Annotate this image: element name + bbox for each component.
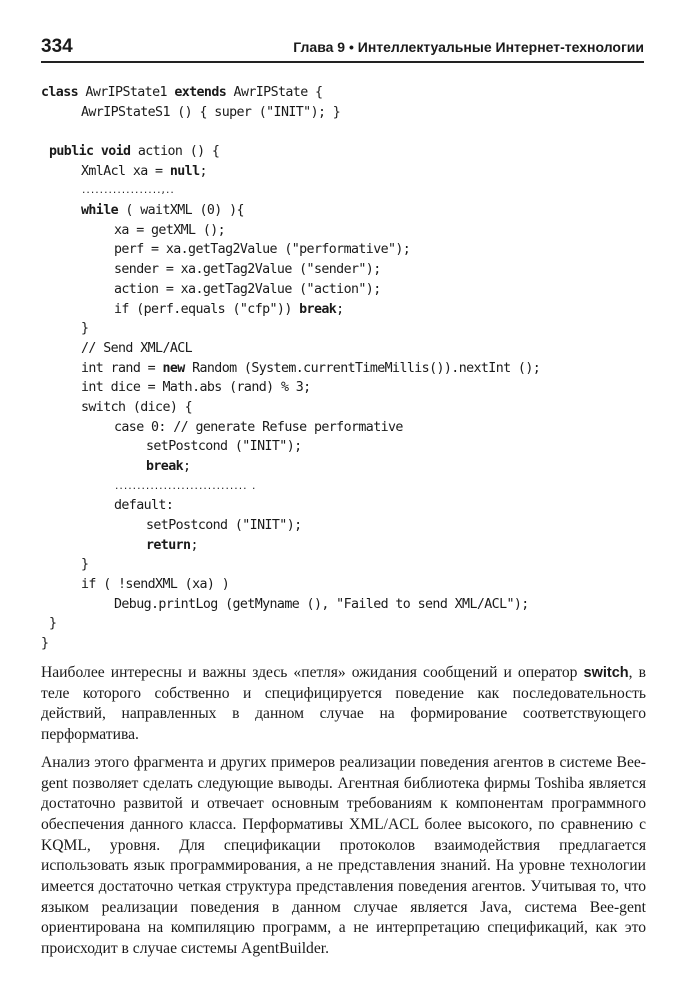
code-line: sender = xa.getTag2Value ("sender");: [114, 262, 381, 277]
code-line: setPostcond ("INIT");: [146, 439, 302, 454]
code-line: int rand = new Random (System.currentTimeMillis()).nextInt ();: [81, 361, 541, 376]
code-line: class AwrIPState1 extends AwrIPState {: [41, 85, 323, 100]
code-line: public void action () {: [49, 144, 220, 159]
running-head: Глава 9 • Интеллектуальные Интернет-технологии: [293, 39, 644, 55]
code-line: }: [41, 636, 49, 651]
code-line: if (perf.equals ("cfp")) break;: [114, 302, 344, 317]
keyword-switch: switch: [583, 665, 629, 681]
code-line: action = xa.getTag2Value ("action");: [114, 282, 381, 297]
code-line: if ( !sendXML (xa) ): [81, 577, 230, 592]
code-line: while ( waitXML (0) ){: [81, 203, 244, 218]
code-line: default:: [114, 498, 174, 513]
code-line: switch (dice) {: [81, 400, 193, 415]
code-line: int dice = Math.abs (rand) % 3;: [81, 380, 311, 395]
page-number: 334: [41, 36, 73, 57]
code-line: }: [81, 321, 89, 336]
code-line: // Send XML/ACL: [81, 341, 193, 356]
code-line: break;: [146, 459, 191, 474]
code-line: }: [49, 616, 57, 631]
code-line: Debug.printLog (getMyname (), "Failed to send XML/ACL");: [114, 597, 529, 612]
paragraph: Наиболее интересны и важны здесь «петля» ожидания сообщений и оператор switch, в теле которого собственно и специфицируется поведение как последовательность действий, направленных в данном случае на формирование соответствующего перформатива.: [41, 664, 646, 744]
code-line: setPostcond ("INIT");: [146, 518, 302, 533]
body-text: [41, 663, 646, 960]
paragraph: Анализ этого фрагмента и других примеров реализации поведения агентов в системе Bee-gent позволяет сделать следующие выводы. Агентная библиотека фирмы Toshiba является достаточно развитой и отвечает основным требованиям к компонентам программного обеспечения данного класса. Перформативы XML/ACL более высокого, по сравнению с KQML, уровня. Для спецификации протоколов взаимодействия предлагается использовать язык программирования, а не представления знаний. На уровне технологии имеется достаточно четкая структура представления поведения агентов. Учитывая то, что языком реализации поведения в данном случае является Java, система Bee-gent ориентирована на компиляцию программ, а не интерпретацию спецификаций, как это происходит в случае системы AgentBuilder.: [41, 753, 646, 958]
code-line: return;: [146, 538, 198, 553]
code-line-ellipsis: .............................. .: [114, 482, 256, 492]
code-line: }: [81, 557, 89, 572]
code-line-ellipsis: ..................,..: [81, 186, 174, 196]
code-line: case 0: // generate Refuse performative: [114, 420, 403, 435]
code-line: AwrIPStateS1 () { super ("INIT"); }: [81, 105, 341, 120]
code-line: xa = getXML ();: [114, 223, 226, 238]
code-line: XmlAcl xa = null;: [81, 164, 207, 179]
code-line: perf = xa.getTag2Value ("performative");: [114, 242, 411, 257]
